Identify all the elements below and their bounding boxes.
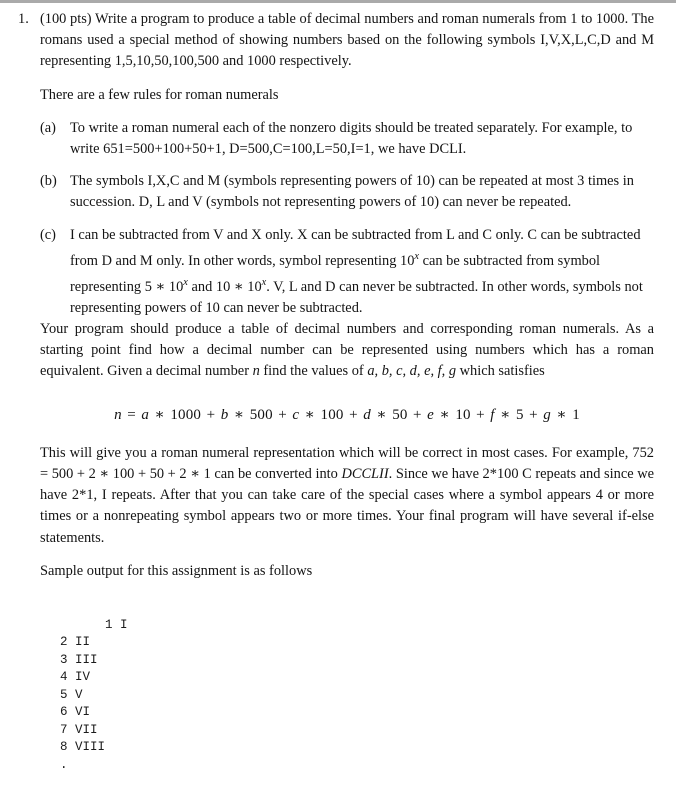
equation-value-50: 50 — [392, 406, 408, 423]
italic-roman-numeral: DCCLII — [341, 466, 389, 483]
equation-value-100: 100 — [320, 406, 344, 423]
list-item: 6 VI — [60, 705, 91, 720]
problem-number: 1. — [18, 11, 29, 27]
body-1-part1: Your program should produce a table of decimal numbers and corresponding roman numerals. As a starting point find how a decimal number can be represented using numbers which has a roman equivalent. Given a decimal number — [40, 321, 654, 380]
equation-coef-b: b — [220, 406, 229, 423]
rule-item-b — [40, 171, 654, 213]
rule-marker-a: (a) — [40, 119, 56, 136]
equation-value-10: 10 — [455, 406, 471, 423]
rule-item-c — [40, 225, 654, 319]
sample-output-listing — [0, 599, 676, 809]
rule-c-part3: and 10 ∗ 10 — [187, 278, 262, 295]
body-1-part2: find the values of — [259, 363, 368, 380]
equation-spacer — [40, 426, 654, 443]
body-2-part1: This will give you a roman numeral representation which will be correct in most cases. For example, 752 = 500 + 2 ∗ 100 + 50 + 2 ∗ 1 can be converted into — [40, 444, 654, 483]
rule-marker-c: (c) — [40, 226, 56, 243]
sample-output-truncated-marker: . — [60, 757, 68, 772]
rule-text-c — [70, 227, 643, 316]
sample-output-spacer — [0, 582, 676, 599]
sample-output-lead: Sample output for this assignment is as follows — [40, 562, 313, 579]
list-item: 7 VII — [60, 722, 98, 737]
equation-coef-g: g — [543, 406, 551, 423]
equation-coef-a: a — [141, 406, 150, 423]
rule-c-part2: can be subtracted from symbol representing 5 ∗ 10 — [70, 252, 601, 295]
problem-intro-paragraph: (100 pts) Write a program to produce a table of decimal numbers and roman numerals from 1 to 1000. The romans used a special method of showing numbers based on the following symbols I,V,X,L,C,D and M representing 1,5,10,50,100,500 and 1000 respectively. — [40, 11, 654, 70]
rule-marker-b: (b) — [40, 173, 57, 190]
variable-list: a, b, c, d, e, f, g — [367, 363, 457, 380]
rules-lead-line: There are a few rules for roman numerals — [40, 86, 279, 103]
rule-text-a: To write a roman numeral each of the nonzero digits should be treated separately. For example, to write 651=500+100+50+1, D=500,C=100,L=50,I=1, we have DCLI. — [70, 119, 633, 158]
body-2-part2: . Since we have 2*100 C repeats and since we have 2*1, I repeats. After that you can take care of the special cases where a symbol appears 4 or more times or a nonrepeating symbol appears two or more times. Your final program will have several if-else statements. — [40, 466, 654, 546]
problem-block — [0, 9, 676, 582]
list-item: 1 I — [105, 617, 128, 632]
equation-value-1: 1 — [572, 406, 580, 423]
rule-item-a — [40, 118, 654, 160]
rule-c-part4: . V, L and D can never be subtracted. In other words, symbols not representing powers of 10 can never be subtracted. — [70, 278, 643, 316]
rule-c-superscript-2: x — [183, 276, 188, 288]
variable-n: n — [252, 363, 260, 380]
body-1-part3: which satisfies — [456, 363, 545, 380]
equation-coef-c: c — [292, 406, 300, 423]
equation-value-1000: 1000 — [170, 406, 202, 423]
equation-value-5: 5 — [515, 406, 524, 423]
list-item: 8 VIII — [60, 740, 106, 755]
rule-c-superscript-1: x — [414, 250, 419, 262]
display-equation: n = a ∗ 1000 + b ∗ 500 + c ∗ 100 + d ∗ 50 + e ∗ 10 + f ∗ 5 + g ∗ 1 — [114, 406, 580, 423]
rule-c-part1: I can be subtracted from V and X only. X can be subtracted from L and C only. C can be subtracted from D and M only. In other words, symbol representing 10 — [70, 226, 641, 269]
equation-lhs: n — [114, 406, 122, 423]
body-paragraph-2 — [40, 443, 654, 549]
rule-text-b: The symbols I,X,C and M (symbols representing powers of 10) can be repeated at most 3 times in succession. D, L and V (symbols not representing powers of 10) can never be repeated. — [70, 173, 634, 211]
equation-value-500: 500 — [249, 406, 273, 423]
list-item: 4 IV — [60, 670, 91, 685]
equation-coef-e: e — [427, 406, 435, 423]
equation-coef-f: f — [490, 406, 495, 423]
page-content — [0, 9, 676, 809]
body-paragraph-1 — [40, 319, 654, 383]
page-top-rule — [0, 0, 676, 3]
rules-list — [40, 118, 654, 319]
list-item: 5 V — [60, 687, 83, 702]
list-item: 2 II — [60, 635, 91, 650]
rule-c-superscript-3: x — [261, 276, 267, 288]
list-item: 3 III — [60, 652, 98, 667]
equation-coef-d: d — [363, 406, 371, 423]
